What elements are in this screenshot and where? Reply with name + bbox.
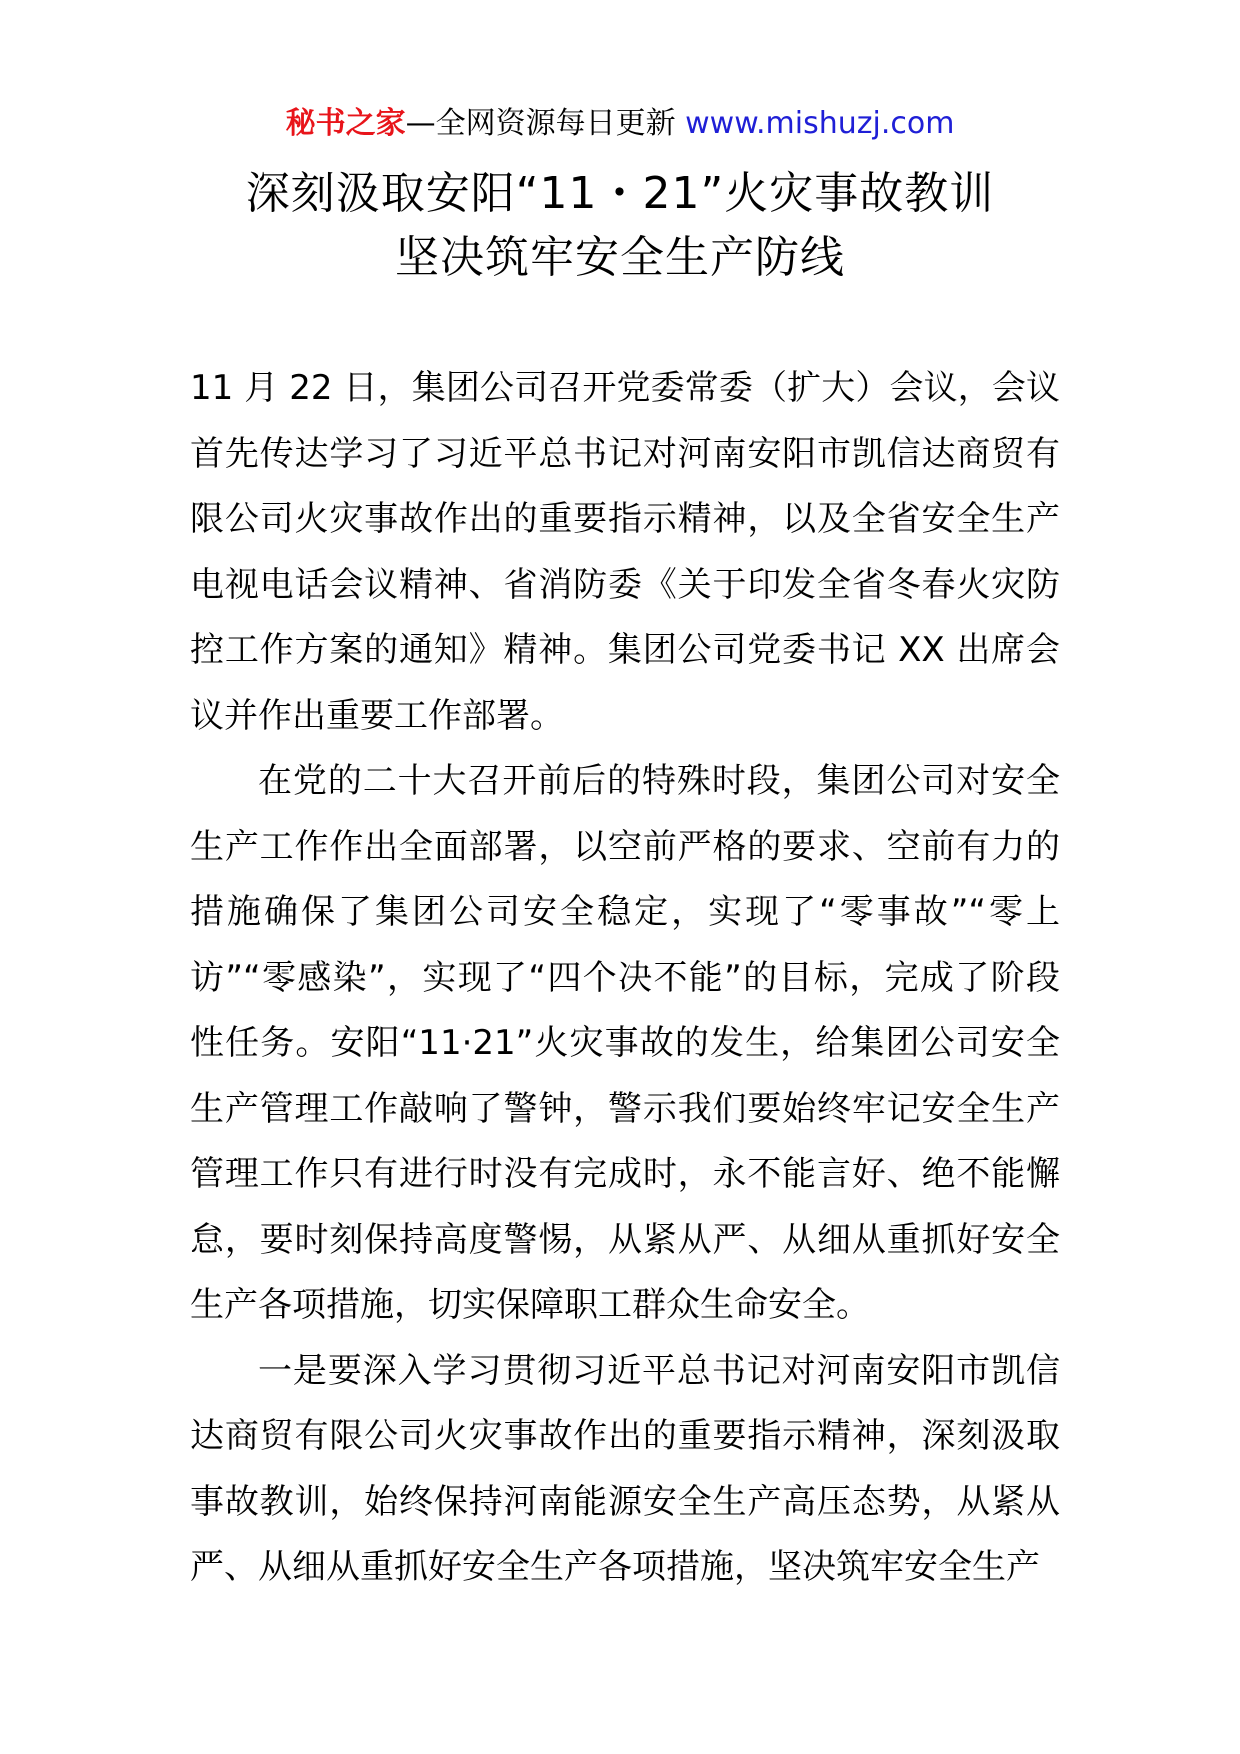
header-url[interactable]: www.mishuzj.com	[685, 106, 955, 141]
document-body	[190, 356, 1060, 1601]
header-tagline: —全网资源每日更新	[405, 106, 686, 141]
brand-name: 秘书之家	[285, 106, 406, 141]
site-header	[0, 100, 1240, 148]
paragraph-2: 在党的二十大召开前后的特殊时段，集团公司对安全生产工作作出全面部署，以空前严格的要求、空前有力的措施确保了集团公司安全稳定，实现了“零事故”“零上访”“零感染”，实现了“四个决不能”的目标，完成了阶段性任务。安阳“11·21”火灾事故的发生，给集团公司安全生产管理工作敲响了警钟，警示我们要始终牢记安全生产管理工作只有进行时没有完成时，永不能言好、绝不能懈怠，要时刻保持高度警惕，从紧从严、从细从重抓好安全生产各项措施，切实保障职工群众生命安全。	[190, 761, 1060, 1325]
title-line-1: 深刻汲取安阳“11・21”火灾事故教训	[245, 168, 995, 219]
paragraph-3: 一是要深入学习贯彻习近平总书记对河南安阳市凯信达商贸有限公司火灾事故作出的重要指示精神，深刻汲取事故教训，始终保持河南能源安全生产高压态势，从紧从严、从细从重抓好安全生产各项措施，坚决筑牢安全生产	[190, 1350, 1060, 1587]
document-title	[0, 162, 1240, 290]
paragraph-1: 11 月 22 日，集团公司召开党委常委（扩大）会议，会议首先传达学习了习近平总书记对河南安阳市凯信达商贸有限公司火灾事故作出的重要指示精神，以及全省安全生产电视电话会议精神、省消防委《关于印发全省冬春火灾防控工作方案的通知》精神。集团公司党委书记 XX 出席会议并作出重要工作部署。	[190, 368, 1060, 736]
title-line-2: 坚决筑牢安全生产防线	[395, 232, 845, 283]
